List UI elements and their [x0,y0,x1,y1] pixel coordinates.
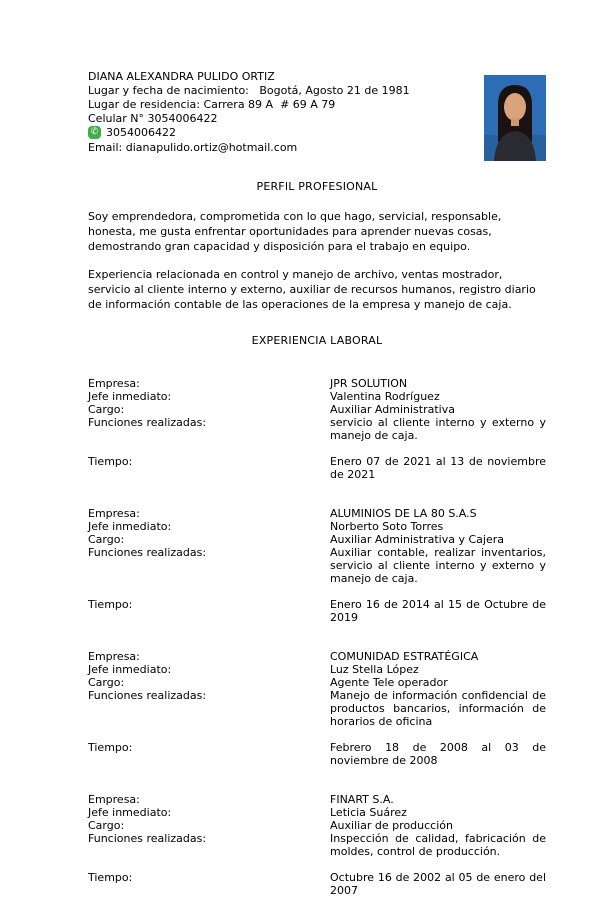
job-value-jefe: Leticia Suárez [330,806,407,819]
whatsapp-number: 3054006422 [106,126,176,139]
job-label-tiempo: Tiempo: [88,741,133,754]
job-row-jefe [88,520,546,533]
residence-line: Lugar de residencia: Carrera 89 A # 69 A 79 [88,98,336,111]
header-block [88,70,546,154]
birth-line: Lugar y fecha de nacimiento: Bogotá, Agosto 21 de 1981 [88,84,410,97]
job-value-jefe: Luz Stella López [330,663,419,676]
job-label-cargo: Cargo: [88,819,125,832]
job-row-empresa [88,377,546,390]
job-value-cargo: Auxiliar Administrativa y Cajera [330,533,504,546]
profile-paragraph: Experiencia relacionada en control y manejo de archivo, ventas mostrador, servicio al cliente interno y externo, auxiliar de recursos humanos, registro diario de información contable de las operaciones de la empresa y manejo de caja. [88,268,540,311]
job-value-cargo: Auxiliar Administrativa [330,403,455,416]
job-row-tiempo [88,871,550,897]
job-entry [88,507,550,624]
job-value-funciones: Auxiliar contable, realizar inventarios, servicio al cliente interno y externo y manejo de caja. [330,546,550,585]
job-value-jefe: Valentina Rodríguez [330,390,440,403]
job-row-cargo [88,676,546,689]
candidate-name: DIANA ALEXANDRA PULIDO ORTIZ [88,70,275,83]
job-row-funciones [88,832,550,858]
job-row-jefe [88,806,546,819]
job-value-empresa: COMUNIDAD ESTRATÉGICA [330,650,479,663]
job-value-empresa: ALUMINIOS DE LA 80 S.A.S [330,507,477,520]
job-label-funciones: Funciones realizadas: [88,832,207,845]
section-title-experience: EXPERIENCIA LABORAL [251,334,383,347]
job-row-empresa [88,507,546,520]
job-label-funciones: Funciones realizadas: [88,546,207,559]
job-label-jefe: Jefe inmediato: [88,390,172,403]
job-value-tiempo: Febrero 18 de 2008 al 03 de noviembre de 2008 [330,741,550,767]
job-label-cargo: Cargo: [88,533,125,546]
job-row-funciones [88,546,550,585]
section-title-profile: PERFIL PROFESIONAL [256,180,378,193]
job-row-tiempo [88,455,550,481]
job-value-empresa: FINART S.A. [330,793,394,806]
job-label-jefe: Jefe inmediato: [88,663,172,676]
job-row-funciones [88,689,550,728]
job-row-tiempo [88,598,550,624]
job-label-jefe: Jefe inmediato: [88,520,172,533]
profile-paragraph: Soy emprendedora, comprometida con lo que hago, servicial, responsable, honesta, me gusta enfrentar oportunidades para aprender nuevas cosas, demostrando gran capacidad y disposición para el trabajo en equipo. [88,210,505,253]
job-entry [88,793,550,897]
job-row-cargo [88,819,546,832]
job-label-tiempo: Tiempo: [88,455,133,468]
whatsapp-line [88,126,546,139]
job-row-jefe [88,390,546,403]
cell-line: Celular N° 3054006422 [88,112,218,125]
job-row-jefe [88,663,546,676]
job-label-jefe: Jefe inmediato: [88,806,172,819]
job-label-funciones: Funciones realizadas: [88,416,207,429]
job-value-cargo: Agente Tele operador [330,676,448,689]
job-value-funciones: Manejo de información confidencial de productos bancarios, información de horarios de oficina [330,689,550,728]
job-row-empresa [88,650,546,663]
job-label-tiempo: Tiempo: [88,871,133,884]
email-line: Email: dianapulido.ortiz@hotmail.com [88,141,298,154]
job-value-funciones: servicio al cliente interno y externo y manejo de caja. [330,416,550,442]
job-label-tiempo: Tiempo: [88,598,133,611]
job-value-cargo: Auxiliar de producción [330,819,453,832]
job-value-tiempo: Enero 16 de 2014 al 15 de Octubre de 2019 [330,598,550,624]
job-row-cargo [88,533,546,546]
job-label-empresa: Empresa: [88,793,140,806]
job-value-tiempo: Octubre 16 de 2002 al 05 de enero del 2007 [330,871,550,897]
job-entry [88,377,550,481]
job-value-funciones: Inspección de calidad, fabricación de moldes, control de producción. [330,832,550,858]
job-row-cargo [88,403,546,416]
job-row-funciones [88,416,550,442]
job-row-tiempo [88,741,550,767]
job-label-cargo: Cargo: [88,403,125,416]
job-entry [88,650,550,767]
job-label-funciones: Funciones realizadas: [88,689,207,702]
whatsapp-icon: ✆ [88,126,101,139]
job-value-jefe: Norberto Soto Torres [330,520,444,533]
job-label-cargo: Cargo: [88,676,125,689]
job-value-tiempo: Enero 07 de 2021 al 13 de noviembre de 2021 [330,455,550,481]
job-label-empresa: Empresa: [88,377,140,390]
job-row-empresa [88,793,546,806]
job-value-empresa: JPR SOLUTION [330,377,408,390]
job-label-empresa: Empresa: [88,650,140,663]
job-label-empresa: Empresa: [88,507,140,520]
